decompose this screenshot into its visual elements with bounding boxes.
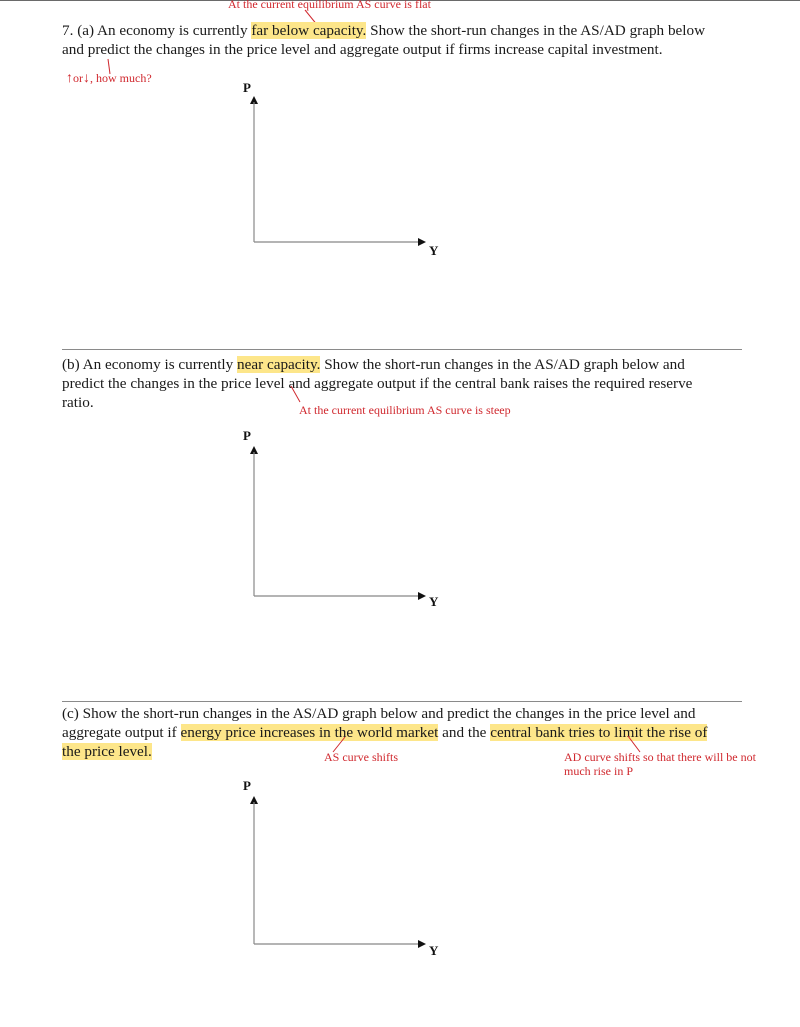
question-b-line-2: predict the changes in the price level and aggregate output if the central bank raises the required reserve [62,375,693,392]
highlight-energy-price: energy price increases in the world market [180,724,439,741]
graph-a-x-label: Y [429,243,439,258]
highlight-far-below-capacity: far below capacity. [251,22,367,39]
highlight-central-bank: central bank tries to limit the rise of [490,724,708,741]
graph-c-y-label: P [243,778,251,793]
highlight-near-capacity: near capacity. [237,356,321,373]
question-c-line-2: aggregate output if energy price increases in the world market and the central bank tries to limit the rise of [62,724,708,741]
question-c-ad-annotation-1: AD curve shifts so that there will be not [564,750,756,764]
question-b-annotation: At the current equilibrium AS curve is steep [299,403,511,417]
question-b-line-3: ratio. [62,394,94,411]
graph-b-y-label: P [243,428,251,443]
top-annotation: At the current equilibrium AS curve is flat [228,0,431,11]
highlight-price-level: the price level. [62,743,152,760]
graph-a-y-label: P [243,80,251,95]
down-arrow-icon: ↓ [83,71,90,86]
question-a-line-1: 7. (a) An economy is currently far below capacity. Show the short-run changes in the AS/AD graph below [62,22,706,39]
question-c-ad-annotation-2: much rise in P [564,764,633,778]
up-arrow-icon: ↑ [66,71,73,86]
graph-c-axes [240,790,440,970]
direction-annotation: ↑or↓, how much? [66,71,152,86]
graph-c-x-label: Y [429,943,439,958]
question-a-line-2: and predict the changes in the price level and aggregate output if firms increase capital investment. [62,41,663,58]
question-b-line-1: (b) An economy is currently near capacity. Show the short-run changes in the AS/AD graph below and [62,356,685,373]
graph-b-x-label: Y [429,594,439,609]
question-c-line-1: (c) Show the short-run changes in the AS/AD graph below and predict the changes in the price level and [62,705,696,722]
question-c-as-annotation: AS curve shifts [324,750,398,764]
